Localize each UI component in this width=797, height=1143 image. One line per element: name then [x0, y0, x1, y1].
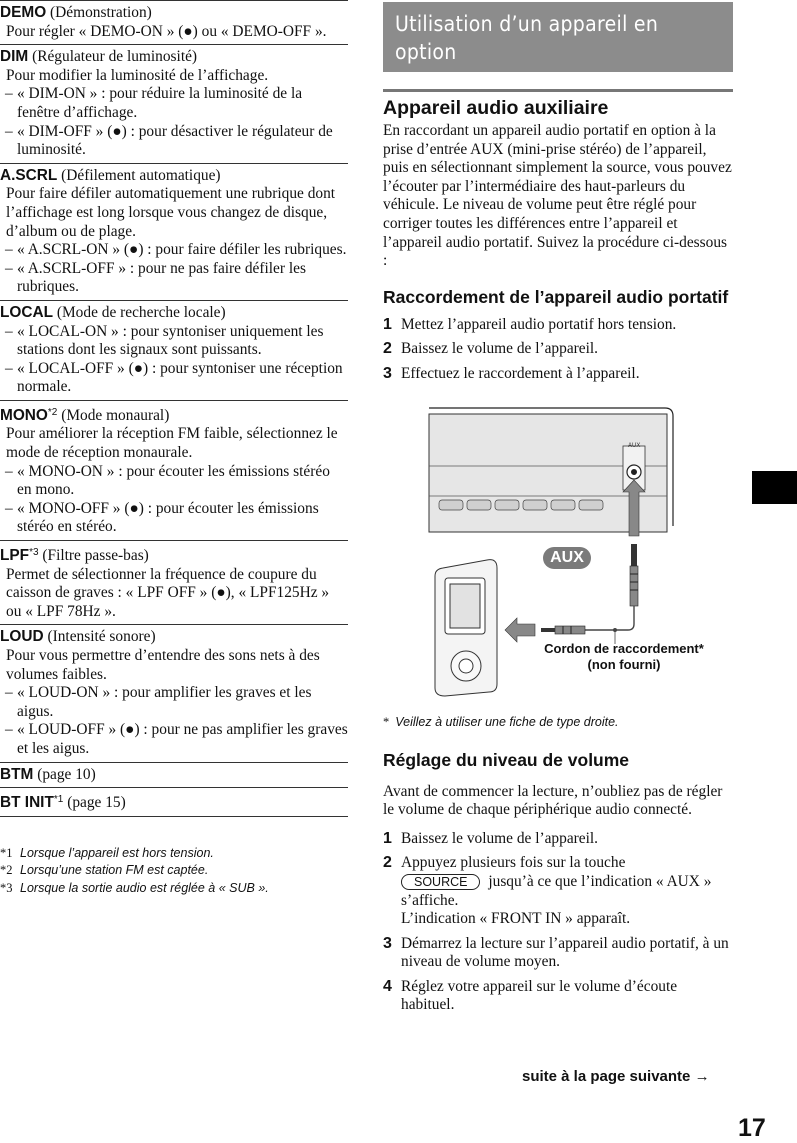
term: DEMO: [0, 4, 47, 21]
option-line: – « DIM-OFF » (●) : pour désactiver le régulateur de luminosité.: [5, 122, 333, 159]
option-text: « MONO-ON » : pour écouter les émissions stéréo en mono.: [17, 462, 330, 499]
entry-text: Pour modifier la luminosité de l’affichage.: [6, 66, 269, 84]
step-number: 1: [383, 315, 392, 333]
term-desc: (Démonstration): [50, 4, 152, 21]
arrow-right-icon: →: [694, 1068, 710, 1085]
option-line: – « A.SCRL-ON » (●) : pour faire défiler les rubriques.: [5, 241, 347, 259]
option-line: – « MONO-ON » : pour écouter les émissions stéréo en mono.: [5, 462, 330, 499]
step-3: [383, 365, 733, 384]
entry-ascrl: [0, 163, 348, 300]
term: A.SCRL: [0, 166, 58, 184]
step-2: [383, 340, 733, 359]
option-text: « LOCAL-ON » : pour syntoniser uniquement les stations dont les signaux sont puissants.: [17, 322, 324, 359]
term-desc: (Mode monaural): [61, 406, 170, 424]
caption-line: Cordon de raccordement*: [544, 640, 704, 656]
option-text: « LOUD-ON » : pour amplifier les graves et les aigus.: [17, 684, 312, 720]
option-text: « LOCAL-OFF » (●) : pour syntoniser une réception normale.: [17, 359, 343, 396]
footnote-star: *: [383, 714, 390, 729]
vol-step-2: [383, 854, 733, 928]
section-title: Utilisation d’un appareil en option: [383, 2, 733, 72]
option-text: « LOUD-OFF » (●) : pour ne pas amplifier les graves et les aigus.: [17, 721, 348, 757]
step-number: 3: [383, 934, 392, 952]
step-text: Effectuez le raccordement à l’appareil.: [401, 364, 640, 382]
step-number: 1: [383, 829, 392, 847]
step-text: Démarrez la lecture sur l’appareil audio portatif, à un niveau de volume moyen.: [401, 934, 729, 971]
footnote-ref: *2: [47, 406, 58, 418]
left-column: [0, 0, 348, 897]
term-desc: (Mode de recherche locale): [56, 303, 226, 321]
page-ref: (page 15): [67, 794, 126, 812]
option-text: « DIM-OFF » (●) : pour désactiver le régulateur de luminosité.: [17, 122, 333, 159]
term: LOCAL: [0, 303, 54, 321]
entry-bt-init: [0, 787, 348, 817]
volume-intro: Avant de commencer la lecture, n’oubliez pas de régler le volume de chaque périphérique audio connecté.: [383, 782, 723, 819]
connection-illustration: [383, 396, 733, 711]
term-desc: (Régulateur de luminosité): [32, 48, 198, 66]
entry-text: Pour améliorer la réception FM faible, sélectionnez le mode de réception monaurale.: [6, 425, 338, 462]
footnote-3: [0, 880, 348, 898]
caption-line: (non fourni): [587, 656, 661, 672]
step-number: 2: [383, 340, 392, 358]
heading-aux-device: Appareil audio auxiliaire: [383, 97, 609, 119]
footnote-key: *1: [0, 845, 13, 860]
step-result: L’indication « FRONT IN » apparaît.: [401, 910, 631, 928]
step-number: 3: [383, 364, 392, 382]
footnotes: [0, 845, 348, 898]
option-text: « MONO-OFF » (●) : pour écouter les émissions stéréo en stéréo.: [17, 499, 319, 536]
term-desc: (Intensité sonore): [47, 628, 156, 646]
option-line: – « LOCAL-OFF » (●) : pour syntoniser une réception normale.: [5, 359, 343, 396]
term: BTM: [0, 765, 34, 783]
footnote-key: *2: [0, 863, 13, 878]
entry-mono: [0, 400, 348, 540]
step-number: 2: [383, 854, 392, 872]
entry-dim: [0, 44, 348, 163]
entry-text: Permet de sélectionner la fréquence de coupure du caisson de graves : « LPF OFF » (●), « LPF125Hz » ou « LPF 78Hz ».: [6, 565, 330, 620]
step-text: Baissez le volume de l’appareil.: [401, 340, 599, 358]
step-text: Appuyez plusieurs fois sur la touche: [401, 854, 626, 872]
intro-paragraph: En raccordant un appareil audio portatif en option à la prise d’entrée AUX (mini-prise stéréo) de l’appareil, puis en sélectionnant simplement la source, vous pouvez l’écouter par l’intermédiaire des haut-parleurs du véhicule. Le niveau de volume peut être réglé pour corriger toutes les différences entre l’appareil et l’appareil audio portatif. Suivez la procédure ci-dessous :: [383, 122, 732, 270]
divider: [383, 89, 733, 92]
footnote-text: Lorsque l’appareil est hors tension.: [20, 845, 214, 860]
page-ref: (page 10): [37, 765, 96, 783]
option-text: « A.SCRL-ON » (●) : pour faire défiler les rubriques.: [17, 241, 347, 259]
section-tab-marker: [752, 471, 797, 504]
term: MONO: [0, 406, 48, 424]
vol-step-4: [383, 978, 733, 1015]
entry-loud: [0, 624, 348, 761]
continue-label: suite à la page suivante: [522, 1068, 691, 1085]
step-number: 4: [383, 977, 392, 995]
option-line: – « LOUD-OFF » (●) : pour ne pas amplifier les graves et les aigus.: [5, 721, 348, 757]
step-1: [383, 316, 733, 335]
entry-lpf: [0, 540, 348, 624]
figure-footnote: [383, 715, 733, 730]
step-text: Réglez votre appareil sur le volume d’écoute habituel.: [401, 977, 678, 1014]
option-line: – « LOUD-ON » : pour amplifier les graves et les aigus.: [5, 684, 312, 720]
option-line: – « MONO-OFF » (●) : pour écouter les émissions stéréo en stéréo.: [5, 499, 319, 536]
term: LOUD: [0, 628, 44, 646]
footnote-key: *3: [0, 880, 13, 895]
jack-label: AUX: [628, 442, 641, 449]
option-line: – « LOCAL-ON » : pour syntoniser uniquement les stations dont les signaux sont puissants.: [5, 322, 324, 359]
footnote-text: Veillez à utiliser une fiche de type droite.: [395, 714, 619, 729]
step-text: Mettez l’appareil audio portatif hors tension.: [401, 315, 677, 333]
step-text: Baissez le volume de l’appareil.: [401, 829, 599, 847]
entry-text: Pour vous permettre d’entendre des sons nets à des volumes faibles.: [6, 647, 320, 683]
footnote-ref: *3: [29, 547, 39, 559]
continue-note: [522, 1068, 710, 1085]
term-desc: (Filtre passe-bas): [42, 547, 149, 565]
step-text: jusqu’à ce que l’indication « AUX » s’affiche.: [401, 872, 712, 909]
footnote-1: [0, 845, 348, 863]
option-line: – « DIM-ON » : pour réduire la luminosité de la fenêtre d’affichage.: [5, 85, 303, 121]
entry-text: Pour faire défiler automatiquement une rubrique dont l’affichage est long lorsque vous changez de disque, d’album ou de plage.: [6, 185, 336, 240]
source-button-icon: SOURCE: [401, 874, 480, 890]
cable-caption: [529, 641, 719, 673]
vol-step-3: [383, 935, 733, 972]
page-number: 17: [738, 1114, 766, 1142]
footnote-text: Lorsqu’une station FM est captée.: [20, 863, 209, 878]
option-line: – « A.SCRL-OFF » : pour ne pas faire défiler les rubriques.: [5, 259, 306, 296]
term-desc: (Défilement automatique): [61, 166, 221, 184]
right-column: [383, 0, 733, 1015]
entry-text: Pour régler « DEMO-ON » (●) ou « DEMO-OFF ».: [6, 22, 327, 40]
option-text: « A.SCRL-OFF » : pour ne pas faire défiler les rubriques.: [17, 259, 306, 296]
footnote-text: Lorsque la sortie audio est réglée à « SUB ».: [20, 880, 269, 895]
term: DIM: [0, 48, 29, 66]
term: LPF: [0, 547, 30, 565]
vol-step-1: [383, 830, 733, 849]
subheading-connection: Raccordement de l’appareil audio portatif: [383, 286, 729, 307]
footnote-ref: *1: [53, 794, 64, 806]
entry-local: [0, 300, 348, 400]
term: BT INIT: [0, 794, 54, 812]
entry-demo: [0, 0, 348, 44]
aux-badge: AUX: [543, 547, 591, 569]
option-text: « DIM-ON » : pour réduire la luminosité de la fenêtre d’affichage.: [17, 85, 303, 121]
footnote-2: [0, 862, 348, 880]
subheading-volume: Réglage du niveau de volume: [383, 749, 630, 770]
entry-btm: [0, 762, 348, 788]
